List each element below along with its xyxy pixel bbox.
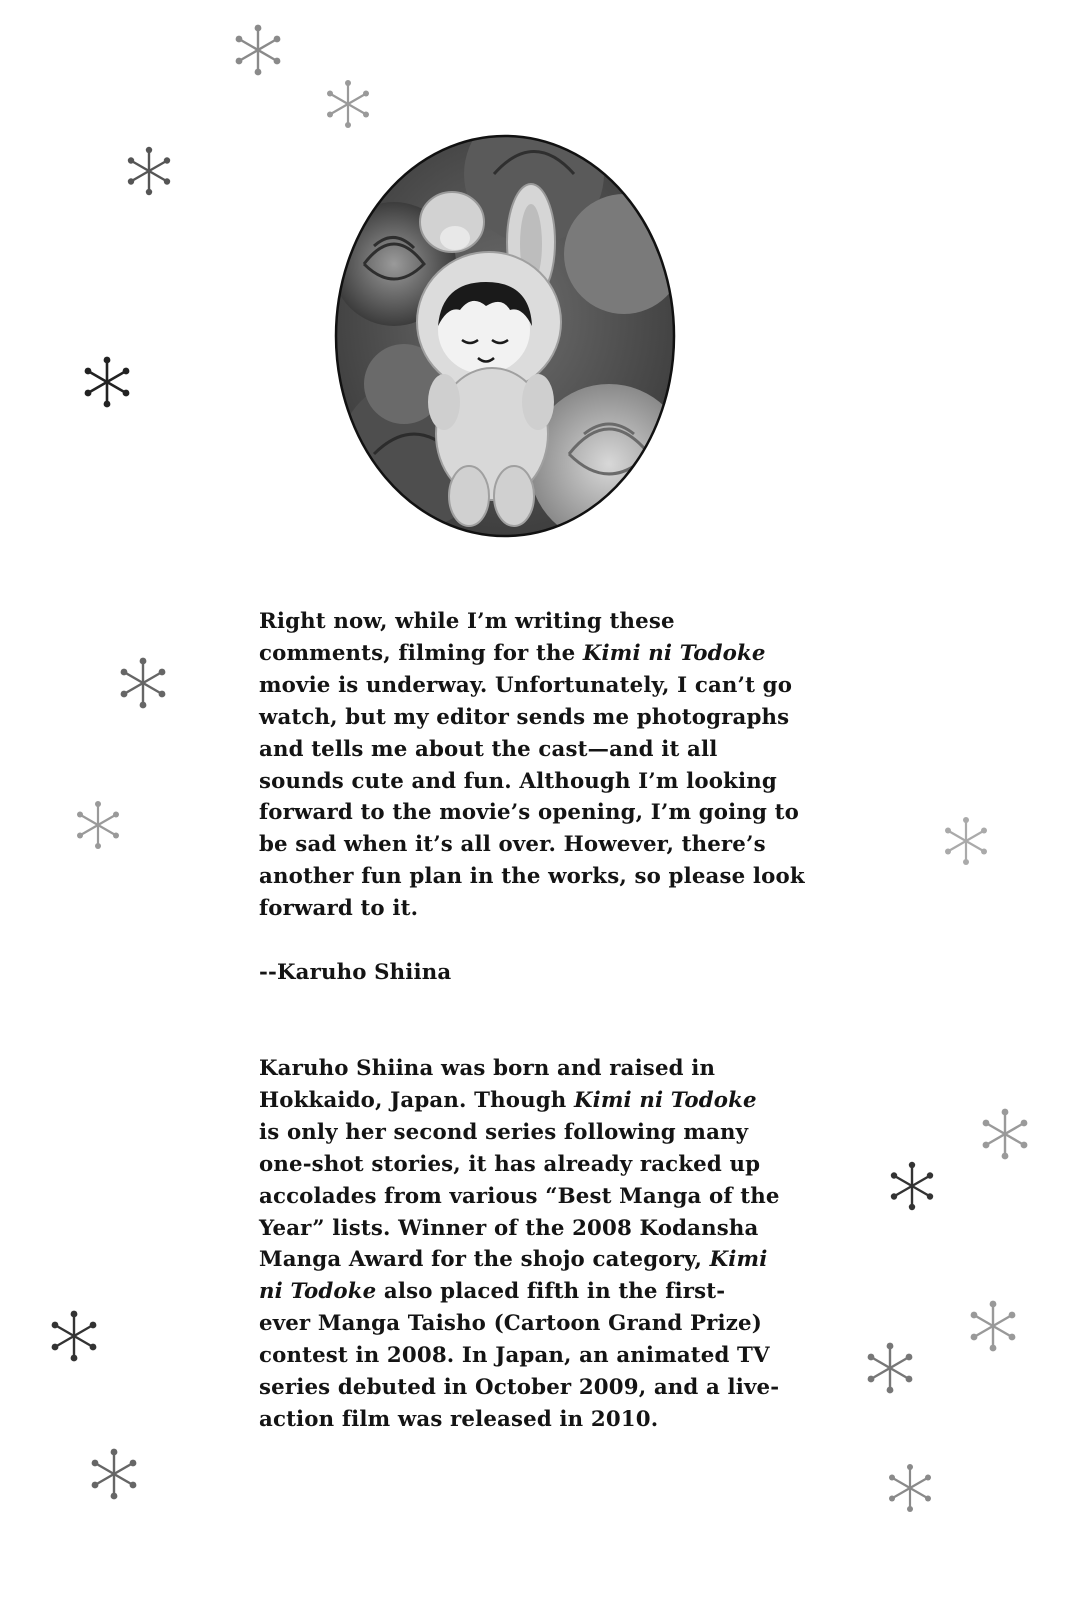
text-line: Karuho Shiina was born and raised in — [259, 1056, 716, 1081]
text-line: Hokkaido, Japan. Though Kimi ni Todoke — [259, 1087, 757, 1113]
signature-text: --Karuho Shiina — [259, 960, 452, 985]
snowflake-icon — [70, 797, 126, 853]
text-line: Year” lists. Winner of the 2008 Kodansha — [259, 1215, 759, 1241]
snowflake-icon — [884, 1158, 940, 1214]
text-line: one-shot stories, it has already racked up — [259, 1151, 761, 1177]
title-italic: Kimi ni Todoke — [573, 1087, 757, 1113]
text-line: is only her second series following many — [259, 1119, 749, 1145]
title-italic: Kimi — [709, 1247, 768, 1273]
snowflake-icon — [938, 813, 994, 869]
author-photo — [334, 134, 676, 538]
text-line: contest in 2008. In Japan, an animated TV — [259, 1343, 770, 1369]
text-line: and tells me about the cast—and it all — [259, 736, 718, 762]
snowflake-icon — [862, 1340, 918, 1396]
title-italic: ni Todoke — [259, 1279, 377, 1305]
text-line: be sad when it’s all over. However, there’s — [259, 832, 766, 858]
author-comment — [259, 606, 805, 925]
snowflake-icon — [230, 22, 286, 78]
snowflake-icon — [121, 143, 177, 199]
text-line: Manga Award for the shojo category, Kimi — [259, 1247, 768, 1273]
text-line: accolades from various “Best Manga of the — [259, 1183, 780, 1209]
text-line: ni Todoke also placed fifth in the first- — [259, 1279, 726, 1305]
text-line: action film was released in 2010. — [259, 1406, 659, 1432]
snowflake-icon — [882, 1460, 938, 1516]
snowflake-icon — [79, 354, 135, 410]
text-line: forward to it. — [259, 896, 419, 922]
text-line: series debuted in October 2009, and a live- — [259, 1375, 780, 1401]
title-italic: Kimi ni Todoke — [582, 640, 766, 666]
author-bio — [259, 1053, 799, 1436]
author-signature — [259, 957, 799, 989]
snowflake-icon — [320, 76, 376, 132]
text-line: sounds cute and fun. Although I’m looking — [259, 768, 777, 794]
text-line: movie is underway. Unfortunately, I can’t go — [259, 672, 793, 698]
snowflake-icon — [115, 655, 171, 711]
snowflake-icon — [965, 1298, 1021, 1354]
text-line: comments, filming for the Kimi ni Todoke — [259, 640, 766, 666]
snowflake-icon — [46, 1308, 102, 1364]
text-line: forward to the movie’s opening, I’m going to — [259, 800, 799, 826]
text-line: ever Manga Taisho (Cartoon Grand Prize) — [259, 1311, 762, 1337]
snowflake-icon — [86, 1446, 142, 1502]
text-line: Right now, while I’m writing these — [259, 609, 675, 634]
text-line: another fun plan in the works, so please look — [259, 864, 805, 890]
text-line: watch, but my editor sends me photographs — [259, 704, 790, 730]
snowflake-icon — [977, 1106, 1033, 1162]
